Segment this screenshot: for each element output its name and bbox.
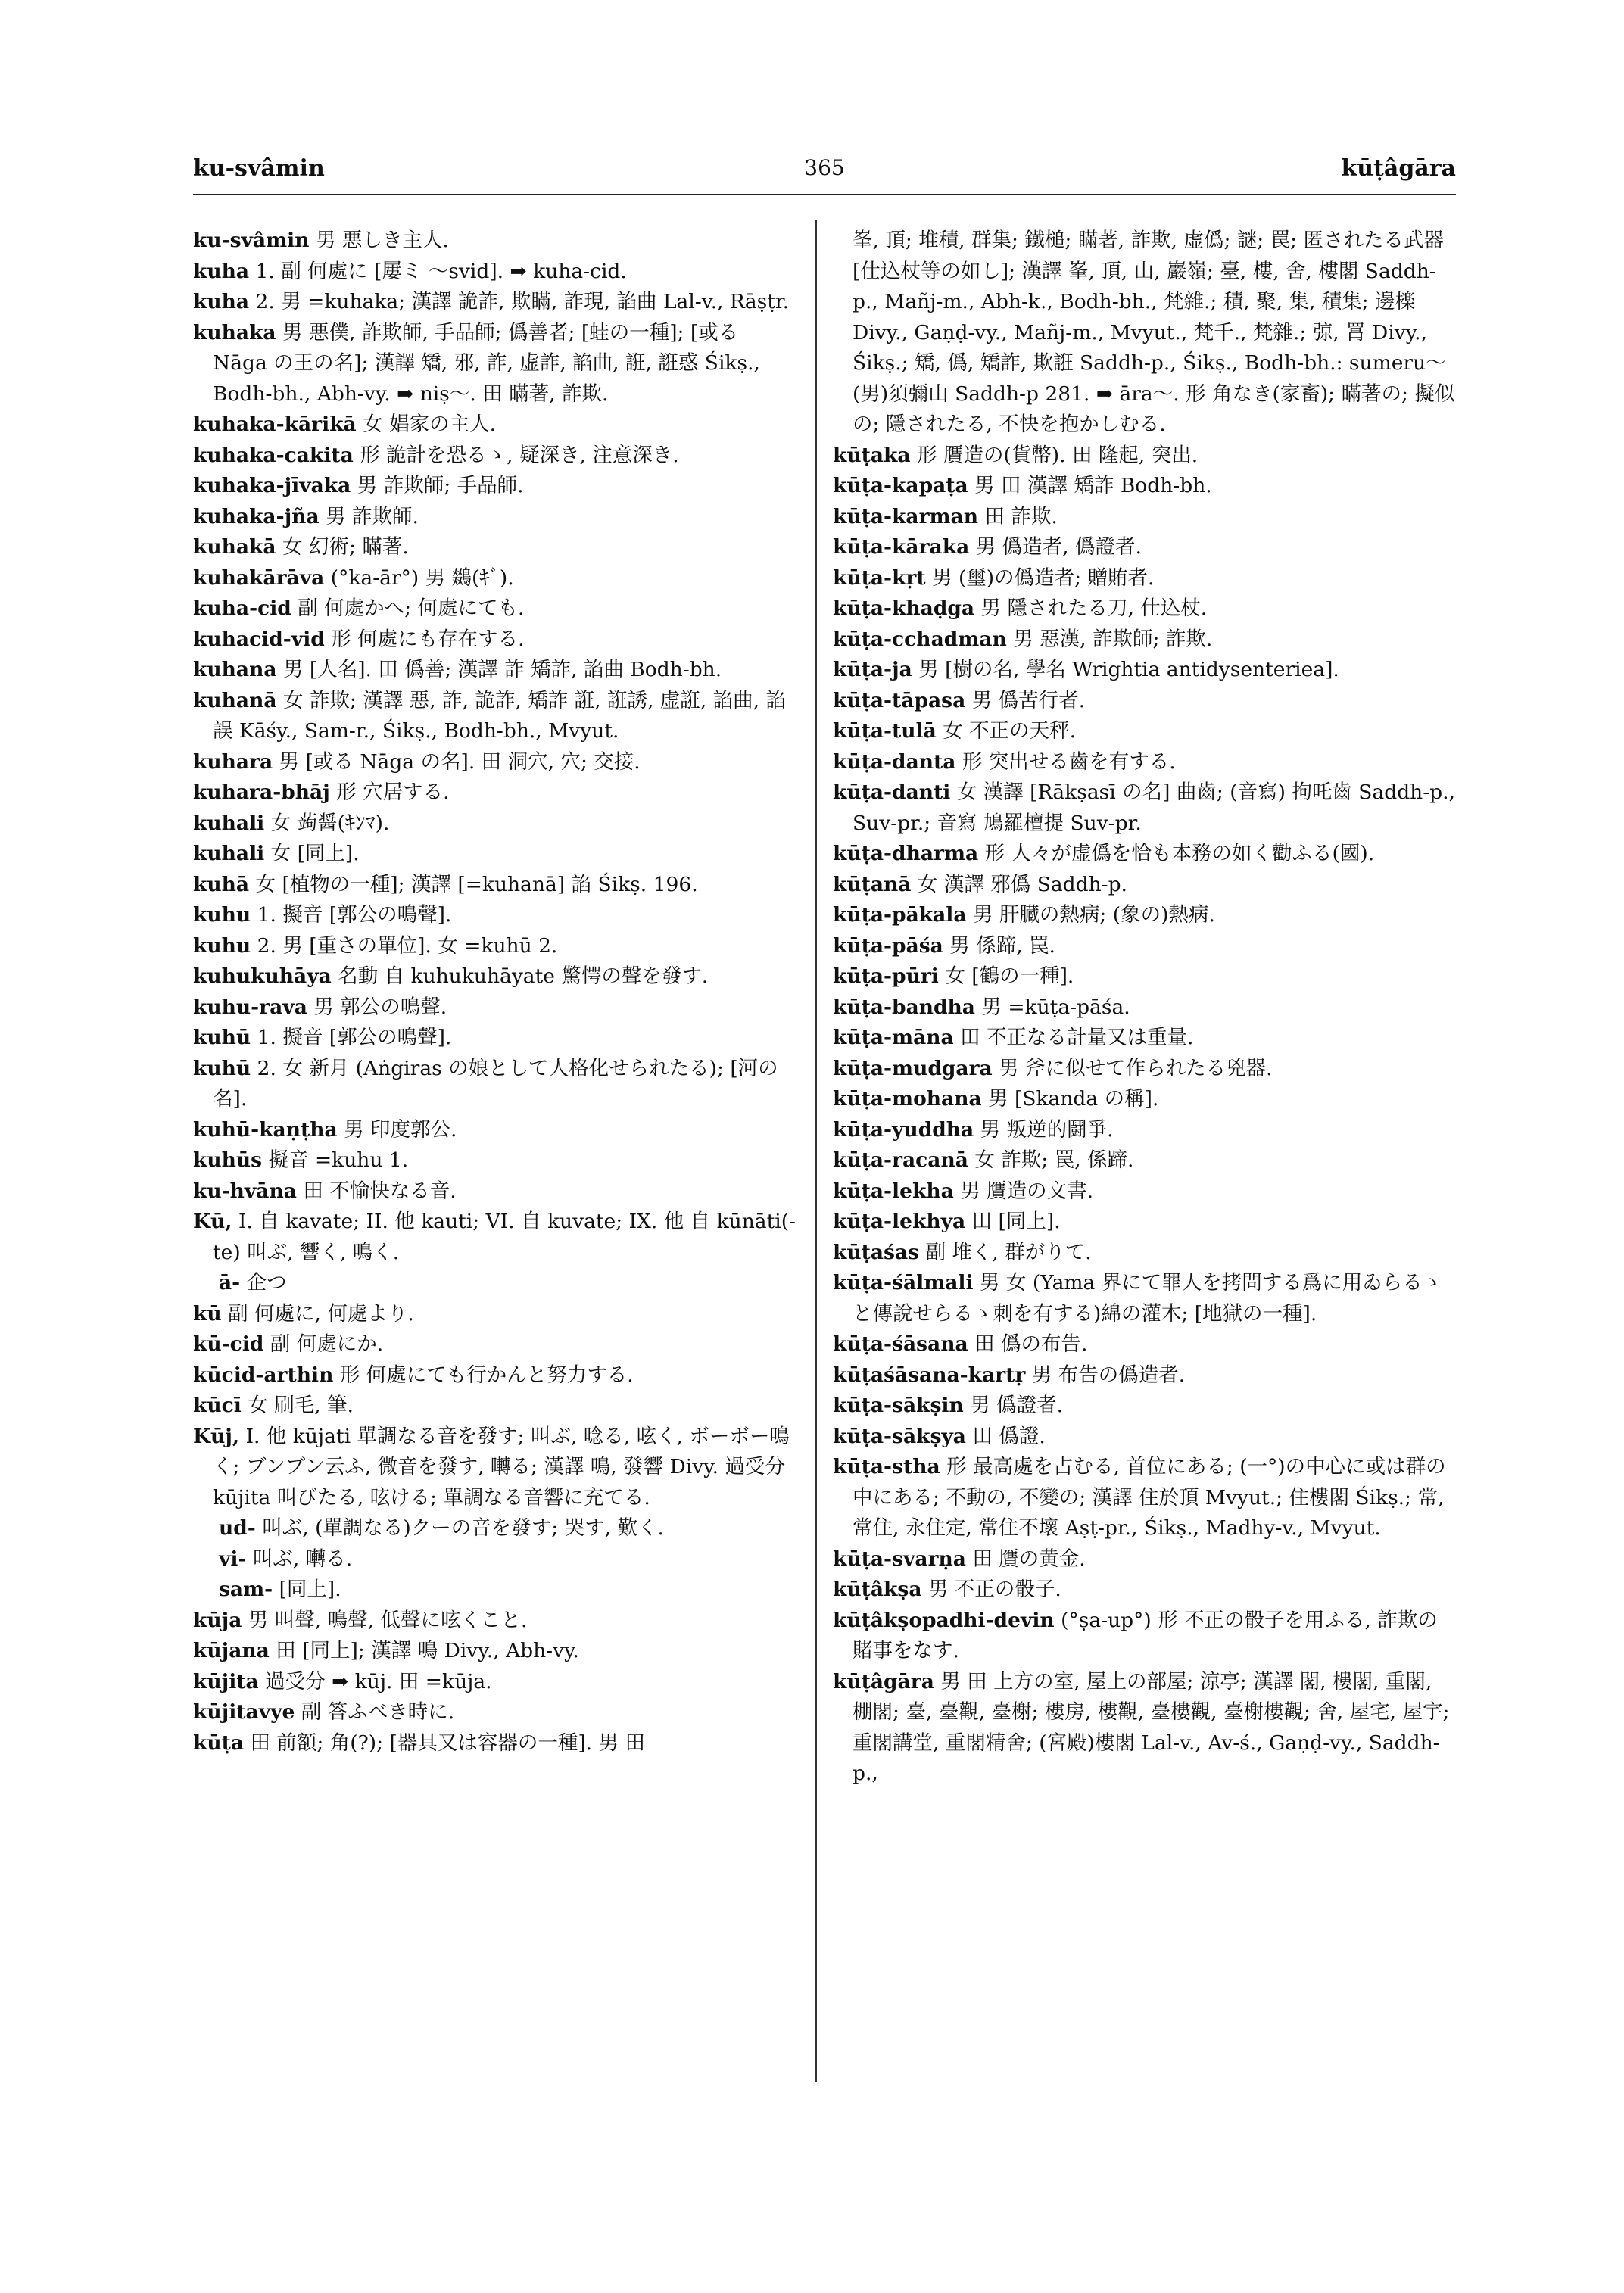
entry-headword: kuha	[193, 290, 250, 313]
entry-headword: kuhaka-jīvaka	[193, 474, 351, 497]
dictionary-entry	[193, 992, 799, 1023]
entry-headword: kuhū-kaṇṭha	[193, 1117, 338, 1142]
entry-definition: 男 田 上方の室, 屋上の部屋; 涼亭; 漢譯 閣, 樓閣, 重閣, 棚閣; 臺, 臺觀, 臺榭; 樓房, 樓觀, 臺樓觀, 臺榭樓觀; 舍, 屋宅, 屋宇; 重閣講堂, 重閣精舍; (宮殿)樓閣 Lal-v., Av-ś., Gaṇḍ-vy., Saddh-p.,	[853, 1669, 1450, 1785]
entry-definition: 男 布告の僞造者.	[1031, 1363, 1186, 1387]
dictionary-entry	[833, 563, 1456, 594]
entry-headword: kuhakā	[193, 535, 276, 559]
entry-definition: 田 僞の布告.	[974, 1332, 1088, 1356]
entry-definition: 副 何處にか.	[270, 1332, 384, 1356]
dictionary-entry	[833, 900, 1456, 931]
entry-definition: 男 (璽)の僞造者; 贈賄者.	[932, 565, 1155, 590]
entry-headword: kūṭa-sākṣya	[833, 1424, 966, 1448]
entry-definition: 副 何處に, 何處より.	[228, 1301, 414, 1326]
entry-headword: kūṭa-lekha	[833, 1179, 954, 1203]
entry-headword: kuhu	[193, 933, 251, 958]
entry-definition: 男 [人名]. 田 僞善; 漢譯 詐 矯詐, 諂曲 Bodh-bh.	[282, 658, 722, 681]
dictionary-entry	[833, 1023, 1456, 1054]
dictionary-entry	[193, 226, 799, 257]
entry-definition: 過受分 ➡ kūj. 田 =kūja.	[265, 1669, 492, 1693]
dictionary-entry	[833, 870, 1456, 901]
entry-headword: kūṭa-kapaṭa	[833, 474, 968, 497]
entry-headword: kuhu-rava	[193, 995, 307, 1019]
dictionary-entry	[193, 1329, 799, 1360]
dictionary-entry	[193, 1697, 799, 1728]
entry-headword: kūṭa-pākala	[833, 903, 967, 927]
entry-headword: kuhūs	[193, 1148, 263, 1172]
entry-headword: sam-	[219, 1578, 273, 1601]
entry-definition: 叫ぶ, 囀る.	[252, 1547, 353, 1571]
dictionary-entry	[193, 839, 799, 870]
left-column	[193, 226, 799, 1759]
entry-headword: kūṭa-lekhya	[833, 1210, 966, 1233]
dictionary-entry	[193, 287, 799, 318]
dictionary-entry	[833, 1606, 1456, 1667]
page-number: 365	[804, 155, 845, 180]
entry-headword: kūṭa-yuddha	[833, 1117, 974, 1142]
entry-definition: 男 詐欺師; 手品師.	[357, 474, 524, 497]
entry-definition: 田 不愉快なる音.	[303, 1179, 457, 1203]
entry-definition: 峯, 頂; 堆積, 群集; 鐵槌; 瞞著, 詐欺, 虚僞; 謎; 罠; 匿されたる武器 [仕込杖等の如し]; 漢譯 峯, 頂, 山, 巖嶺; 臺, 樓, 舍, 樓閣 Saddh-p., Mañj-m., Abh-k., Bodh-bh., 梵雜.; 積, 聚, 集, 積集; 邊檪 Divy., Gaṇḍ-vy., Mañj-m., Mvyut., 梵千., 梵雜.; 弶, 罥 Divy., Śikṣ.; 矯, 僞, 矯詐, 欺誑 Saddh-p., Śikṣ., Bodh-bh.: sumeru〜(男)須彌山 Saddh-p 281. ➡ āra〜. 形 角なき(家畜); 瞞著の; 擬似の; 隱されたる, 不快を抱かしむる.	[853, 229, 1455, 436]
dictionary-entry	[193, 1207, 799, 1268]
entry-headword: kuhali	[193, 811, 265, 835]
entry-headword: kuhara-bhāj	[193, 780, 330, 804]
dictionary-entry	[833, 992, 1456, 1023]
dictionary-entry	[193, 686, 799, 747]
entry-headword: kūcī	[193, 1394, 242, 1417]
entry-definition: 男 印度郭公.	[344, 1117, 457, 1142]
entry-headword: kūṭaśāsana-kartṛ	[833, 1363, 1026, 1387]
entry-headword: kūṭa-śāsana	[833, 1332, 968, 1356]
entry-definition: 1. 擬音 [郭公の鳴聲].	[257, 1026, 452, 1049]
dictionary-entry	[833, 1329, 1456, 1360]
entry-headword: kuhana	[193, 658, 277, 681]
entry-definition: I. 自 kavate; II. 他 kauti; VI. 自 kuvate; IX. 他 自 kūnāti(-te) 叫ぶ, 響く, 鳴く.	[213, 1210, 796, 1264]
entry-definition: 田 [同上]; 漢譯 鳴 Divy., Abh-vy.	[276, 1639, 579, 1662]
entry-definition: 男 贋造の文書.	[960, 1179, 1094, 1203]
entry-definition: 女 不正の天秤.	[943, 719, 1077, 743]
entry-headword: kūṭa-māna	[833, 1026, 954, 1049]
entry-definition: [同上].	[279, 1578, 341, 1601]
entry-headword: kūjana	[193, 1639, 270, 1662]
entry-definition: 男 田 漢譯 矯詐 Bodh-bh.	[974, 474, 1212, 497]
entry-definition: 男 [樹の名, 學名 Wrightia antidysenteriea].	[918, 658, 1339, 681]
entry-definition: 男 肝臓の熱病; (象の)熱病.	[972, 903, 1215, 927]
entry-headword: ā-	[219, 1271, 241, 1294]
entry-definition: 男 悪僕, 詐欺師, 手品師; 僞善者; [蛙の一種]; [或る Nāga の王の名]; 漢譯 矯, 邪, 詐, 虚詐, 諂曲, 誑, 誑惑 Śikṣ., Bodh-bh., Abh-vy. ➡ niṣ〜. 田 瞞著, 詐欺.	[213, 320, 760, 406]
dictionary-entry	[193, 1667, 799, 1698]
entry-headword: kūṭâkṣa	[833, 1578, 922, 1601]
dictionary-entry	[193, 1115, 799, 1146]
dictionary-entry	[193, 900, 799, 931]
dictionary-entry	[193, 1360, 799, 1391]
entry-headword: kūṭa-śālmali	[833, 1271, 974, 1294]
entry-definition: 女 刷毛, 筆.	[248, 1394, 354, 1417]
entry-definition: 女 詐欺; 罠, 係蹄.	[974, 1148, 1134, 1172]
entry-definition: (°ṣa-up°) 形 不正の骰子を用ふる, 詐欺の賭事をなす.	[853, 1608, 1438, 1662]
entry-definition: 擬音 =kuhu 1.	[268, 1148, 409, 1172]
dictionary-entry	[833, 1391, 1456, 1422]
dictionary-entry	[193, 257, 799, 288]
entry-headword: kūṭa-tulā	[833, 719, 937, 743]
entry-headword: kūṭa-sākṣin	[833, 1394, 964, 1417]
dictionary-entry	[193, 1299, 799, 1330]
entry-definition: 男 叛逆的鬪爭.	[980, 1117, 1114, 1142]
dictionary-entry	[833, 1238, 1456, 1269]
header-rule	[193, 194, 1456, 195]
entry-definition: 形 穴居する.	[336, 780, 450, 804]
entry-headword: kūṭa-racanā	[833, 1148, 968, 1172]
dictionary-entry	[833, 594, 1456, 625]
entry-definition: 男 不正の骰子.	[927, 1578, 1061, 1601]
entry-headword: kūṭanā	[833, 872, 912, 896]
entry-definition: 女 [植物の一種]; 漢譯 [=kuhanā] 諂 Śikṣ. 196.	[255, 872, 698, 896]
dictionary-entry	[833, 1115, 1456, 1146]
entry-headword: kuhukuhāya	[193, 964, 332, 988]
dictionary-entry	[193, 808, 799, 840]
entry-definition: 男 隱されたる刀, 仕込杖.	[980, 597, 1208, 620]
entry-definition: 名動 自 kuhukuhāyate 驚愕の聲を發す.	[338, 964, 709, 988]
entry-definition: 田 不正なる計量又は重量.	[960, 1026, 1194, 1049]
entry-headword: kuha-cid	[193, 597, 291, 620]
entry-headword: kūṭa-pāśa	[833, 933, 943, 958]
dictionary-entry	[833, 1176, 1456, 1207]
dictionary-entry	[193, 1422, 799, 1514]
entry-headword: kū	[193, 1301, 222, 1326]
entry-definition: 形 最高處を占むる, 首位にある; (一°)の中心に或は群の中にある; 不動の, 不變の; 漢譯 住於頂 Mvyut.; 住樓閣 Śikṣ.; 常, 常住, 永住定, 常住不壞 Aṣṭ-pr., Śikṣ., Madhy-v., Mvyut.	[853, 1455, 1446, 1540]
entry-definition: 形 贋造の(貨幣). 田 隆起, 突出.	[917, 443, 1199, 467]
dictionary-entry	[193, 563, 799, 594]
entry-headword: kūṭa	[193, 1731, 245, 1755]
entry-headword: kūṭa-karman	[833, 504, 979, 528]
entry-definition: 田 前額; 角(?); [器具又は容器の一種]. 男 田	[250, 1731, 645, 1755]
entry-headword: kuhaka-kārikā	[193, 413, 357, 436]
dictionary-entry	[193, 410, 799, 441]
entry-definition: 叫ぶ, (單調なる)クーの音を發す; 哭す, 歎く.	[262, 1516, 664, 1540]
entry-definition: 男 悪しき主人.	[315, 229, 449, 252]
entry-headword: kūṭa-cchadman	[833, 627, 1007, 651]
entry-definition: 田 僞證.	[972, 1424, 1046, 1448]
entry-headword: kūṭa-mohana	[833, 1087, 982, 1111]
dictionary-entry	[193, 1176, 799, 1207]
entry-headword: kūṭa-pūri	[833, 964, 939, 988]
entry-definition: 形 詭計を恐るゝ, 疑深き, 注意深き.	[360, 443, 679, 467]
dictionary-entry	[193, 1575, 799, 1606]
entry-headword: Kūj,	[193, 1424, 240, 1448]
right-guide-word: kūṭâgāra	[1341, 155, 1456, 182]
entry-definition: 男 女 (Yama 界にて罪人を拷問する爲に用ゐらるゝと傳說せらるゝ刺を有する)綿の灌木; [地獄の一種].	[853, 1271, 1443, 1326]
dictionary-entry	[833, 1268, 1456, 1329]
dictionary-entry	[833, 471, 1456, 502]
dictionary-entry	[833, 1422, 1456, 1453]
entry-headword: kūṭa-danta	[833, 749, 956, 774]
entry-headword: kūṭa-bandha	[833, 995, 975, 1019]
dictionary-entry	[833, 625, 1456, 656]
entry-definition: 形 何處にも存在する.	[331, 627, 525, 651]
entry-definition: 2. 男 [重さの單位]. 女 =kuhū 2.	[257, 933, 558, 958]
dictionary-entry	[193, 1054, 799, 1115]
entry-definition: 女 詐欺; 漢譯 惡, 詐, 詭詐, 矯詐 誑, 誑誘, 虚誑, 諂曲, 諂誤 Kāśy., Sam-r., Śikṣ., Bodh-bh., Mvyut.	[213, 688, 787, 743]
entry-headword: kuhū	[193, 1026, 251, 1049]
dictionary-entry	[833, 502, 1456, 533]
entry-headword: kūja	[193, 1608, 242, 1632]
dictionary-entry	[193, 318, 799, 410]
entry-definition: 2. 女 新月 (Aṅgiras の娘として人格化せられたる); [河の名].	[213, 1056, 778, 1111]
entry-definition: 田 詐欺.	[984, 504, 1058, 528]
dictionary-entry	[193, 441, 799, 472]
entry-definition: 1. 副 何處に [屢ミ 〜svid]. ➡ kuha-cid.	[255, 259, 627, 283]
dictionary-entry	[193, 1636, 799, 1667]
entry-definition: 男 僞苦行者.	[971, 688, 1086, 712]
entry-headword: kūṭa-svarṇa	[833, 1547, 966, 1571]
entry-headword: kuha	[193, 259, 250, 283]
dictionary-entry	[193, 931, 799, 962]
dictionary-entry	[193, 1544, 799, 1575]
entry-headword: kūṭaka	[833, 443, 911, 467]
dictionary-entry	[833, 1084, 1456, 1115]
entry-definition: 男 =kūṭa-pāśa.	[981, 995, 1130, 1019]
entry-headword: kuhakārāva	[193, 565, 325, 590]
entry-definition: 男 僞證者.	[970, 1394, 1064, 1417]
entry-headword: kūṭâgāra	[833, 1669, 934, 1693]
entry-definition: 男 詐欺師.	[326, 504, 419, 528]
entry-headword: kūjita	[193, 1669, 259, 1693]
entry-headword: kūṭa-dharma	[833, 842, 979, 865]
entry-headword: kūṭa-ja	[833, 658, 912, 681]
column-divider	[815, 220, 817, 2082]
entry-definition: 形 突出せる齒を有する.	[962, 749, 1176, 774]
dictionary-entry	[833, 961, 1456, 992]
dictionary-entry	[833, 1145, 1456, 1176]
entry-definition: 男 [Skanda の稱].	[988, 1087, 1159, 1111]
entry-headword: kūṭa-stha	[833, 1455, 940, 1478]
entry-definition: 男 叫聲, 鳴聲, 低聲に呟くこと.	[248, 1608, 528, 1632]
entry-definition: 形 何處にても行かんと努力する.	[339, 1363, 634, 1387]
entry-definition: 女 漢譯 邪僞 Saddh-p.	[917, 872, 1127, 896]
entry-definition: 1. 擬音 [郭公の鳴聲].	[257, 903, 452, 927]
dictionary-entry	[193, 777, 799, 808]
entry-definition: 形 人々が虚僞を恰も本務の如く勸ふる(國).	[984, 842, 1375, 865]
entry-headword: kūjitavye	[193, 1700, 295, 1724]
dictionary-entry	[833, 226, 1456, 441]
entry-headword: kuhaka-jña	[193, 504, 320, 528]
entry-headword: kūṭa-danti	[833, 780, 951, 804]
dictionary-entry	[833, 1667, 1456, 1790]
entry-headword: kuhaka-cakita	[193, 443, 354, 467]
dictionary-entry	[193, 625, 799, 656]
entry-definition: 企つ	[246, 1271, 287, 1294]
entry-headword: kūṭâkṣopadhi-devin	[833, 1608, 1055, 1632]
dictionary-entry	[193, 747, 799, 778]
entry-definition: 女 漢譯 [Rākṣasī の名] 曲齒; (音寫) 拘吒齒 Saddh-p., Suv-pr.; 音寫 鳩羅檀提 Suv-pr.	[853, 780, 1455, 835]
dictionary-entry	[193, 1023, 799, 1054]
entry-definition: 女 娼家の主人.	[363, 413, 496, 436]
dictionary-entry	[193, 961, 799, 992]
dictionary-entry	[833, 1575, 1456, 1606]
entry-headword: kuhu	[193, 903, 251, 927]
entry-definition: 女 蒟醤(ｷﾝﾏ).	[270, 811, 390, 835]
entry-definition: 副 堆く, 群がりて.	[925, 1240, 1092, 1264]
dictionary-entry	[193, 1513, 799, 1544]
entry-headword: kūṭa-mudgara	[833, 1056, 993, 1080]
entry-headword: kūṭa-kṛt	[833, 565, 926, 590]
entry-definition: 男 郭公の鳴聲.	[313, 995, 447, 1019]
entry-definition: 副 何處かへ; 何處にても.	[298, 597, 525, 620]
entry-definition: 男 [或る Nāga の名]. 田 洞穴, 穴; 交接.	[279, 749, 641, 774]
dictionary-entry	[833, 931, 1456, 962]
dictionary-entry	[193, 1606, 799, 1637]
entry-headword: kūṭa-kāraka	[833, 535, 970, 559]
dictionary-entry	[833, 441, 1456, 472]
dictionary-entry	[193, 471, 799, 502]
entry-definition: I. 他 kūjati 單調なる音を發す; 叫ぶ, 唸る, 呟く, ボーボー鳴く; ブンブン云ふ, 微音を發す, 囀る; 漢譯 鳴, 發響 Divy. 過受分 kūjita 叫びたる, 呟ける; 單調なる音響に充てる.	[213, 1424, 790, 1509]
dictionary-entry	[833, 716, 1456, 747]
dictionary-entry	[833, 839, 1456, 870]
dictionary-entry	[833, 655, 1456, 686]
dictionary-entry	[833, 777, 1456, 839]
entry-definition: 男 惡漢, 詐欺師; 詐欺.	[1013, 627, 1213, 651]
entry-headword: kuhū	[193, 1056, 251, 1080]
dictionary-entry	[833, 532, 1456, 563]
entry-definition: 2. 男 =kuhaka; 漢譯 詭詐, 欺瞞, 詐現, 諂曲 Lal-v., Rāṣṭr.	[255, 290, 790, 313]
entry-headword: ud-	[219, 1516, 256, 1540]
dictionary-entry	[193, 532, 799, 563]
entry-headword: ku-svâmin	[193, 229, 310, 252]
entry-headword: kūṭaśas	[833, 1240, 920, 1264]
entry-headword: kūṭa-tāpasa	[833, 688, 966, 712]
entry-headword: ku-hvāna	[193, 1179, 297, 1203]
dictionary-entry	[193, 870, 799, 901]
entry-headword: kūṭa-khaḍga	[833, 597, 975, 620]
dictionary-entry	[833, 1360, 1456, 1391]
dictionary-entry	[833, 1544, 1456, 1575]
dictionary-entry	[193, 655, 799, 686]
entry-headword: kuhā	[193, 872, 250, 896]
entry-headword: kū-cid	[193, 1332, 264, 1356]
dictionary-entry	[193, 1145, 799, 1176]
dictionary-entry	[833, 747, 1456, 778]
entry-definition: 女 [鶴の一種].	[945, 964, 1074, 988]
left-guide-word: ku-svâmin	[193, 155, 325, 182]
entry-definition: 田 贋の黄金.	[972, 1547, 1086, 1571]
dictionary-entry	[833, 1207, 1456, 1238]
dictionary-entry	[833, 1054, 1456, 1085]
entry-definition: 女 幻術; 瞞著.	[282, 535, 409, 559]
dictionary-entry	[193, 1728, 799, 1759]
dictionary-entry	[193, 1268, 799, 1299]
dictionary-entry	[833, 686, 1456, 717]
dictionary-entry	[193, 1391, 799, 1422]
entry-headword: kuhaka	[193, 320, 276, 344]
dictionary-entry	[193, 502, 799, 533]
running-head	[193, 155, 1456, 193]
entry-headword: kuhacid-vid	[193, 627, 325, 651]
dictionary-entry	[193, 594, 799, 625]
entry-headword: kuhali	[193, 842, 265, 865]
dictionary-entry	[833, 1452, 1456, 1544]
entry-definition: 男 僞造者, 僞證者.	[975, 535, 1142, 559]
entry-definition: 田 [同上].	[971, 1210, 1061, 1233]
entry-definition: 男 係蹄, 罠.	[949, 933, 1055, 958]
entry-definition: 女 [同上].	[270, 842, 360, 865]
entry-headword: kuhanā	[193, 688, 277, 712]
entry-definition: 副 答ふべき時に.	[301, 1700, 455, 1724]
entry-headword: kūcid-arthin	[193, 1363, 334, 1387]
right-column	[833, 226, 1456, 1790]
entry-headword: vi-	[219, 1547, 247, 1571]
entry-headword: kuhara	[193, 749, 273, 774]
entry-headword: Kū,	[193, 1210, 232, 1233]
entry-definition: 男 斧に似せて作られたる兇器.	[999, 1056, 1273, 1080]
entry-definition: (°ka-ār°) 男 鵽(ｷﾞ).	[330, 565, 514, 590]
